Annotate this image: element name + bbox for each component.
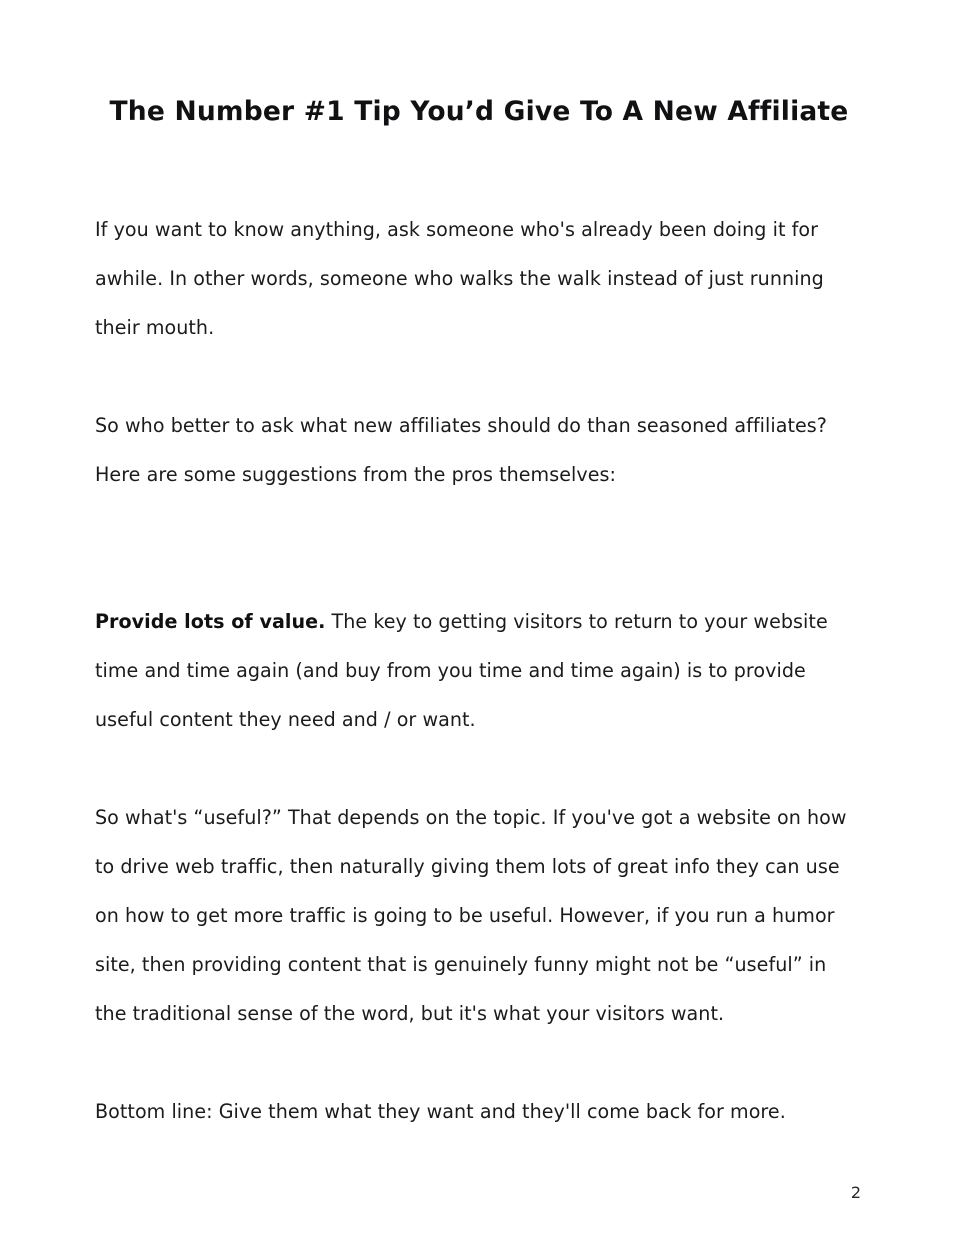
paragraph-3-lead: Provide lots of value. <box>95 610 326 633</box>
paragraph-4 <box>95 793 857 1038</box>
paragraph-1 <box>95 205 857 352</box>
paragraph-2-text: So who better to ask what new affiliates should do than seasoned affiliates? Here are some suggestions from the pros themselves: <box>95 414 827 486</box>
paragraph-3-text: The key to getting visitors to return to your website time and time again (and buy from you time and time again) is to provide useful content they need and / or want. <box>95 610 828 731</box>
paragraph-1-text: If you want to know anything, ask someone who's already been doing it for awhile. In other words, someone who walks the walk instead of just running their mouth. <box>95 218 824 339</box>
paragraph-3 <box>95 597 857 744</box>
paragraph-5-text: Bottom line: Give them what they want and they'll come back for more. <box>95 1100 786 1123</box>
document-body <box>95 205 857 1136</box>
paragraph-2 <box>95 401 857 499</box>
paragraph-4-text: So what's “useful?” That depends on the topic. If you've got a website on how to drive web traffic, then naturally giving them lots of great info they can use on how to get more traffic is going to be useful. However, if you run a humor site, then providing content that is genuinely funny might not be “useful” in the traditional sense of the word, but it's what your visitors want. <box>95 806 847 1025</box>
page-number: 2 <box>850 1183 861 1202</box>
page-title: The Number #1 Tip You’d Give To A New Affiliate <box>109 96 849 127</box>
paragraph-5 <box>95 1087 857 1136</box>
